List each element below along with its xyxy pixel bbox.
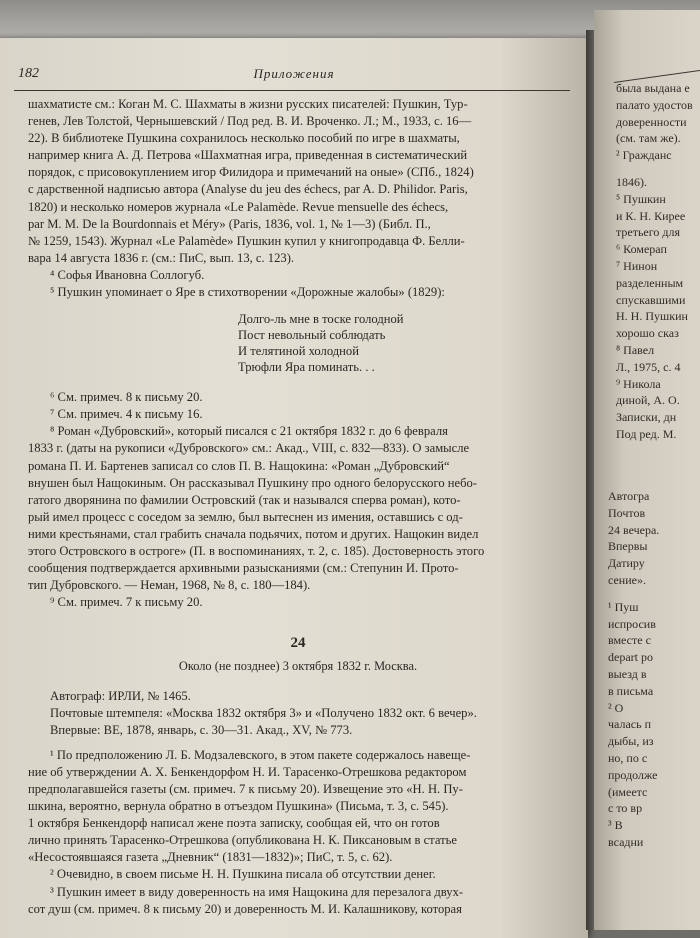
text-line: сообщения подтверждается архивными разысканиями (см.: Степунин И. Прото- [28,561,459,576]
poem-line: Пост невольный соблюдать [238,328,386,343]
text-line: в письма [608,683,654,698]
text-line: ними крестьянами, стал грабить сначала подьячих, потом и других. Нащокин видел [28,526,479,541]
text-line: ⁵ Пушкин [616,191,666,206]
text-line: разделенным [616,275,684,290]
text-line: лично принять Тарасенко-Отрешкова (опубликована Н. К. Пиксановым в статье [28,833,457,848]
text-line: ² Гражданс [616,148,672,163]
text-line: диной, А. О. [616,393,680,408]
text-line: ⁸ Павел [616,342,655,357]
poem-line: Долго-ль мне в тоске голодной [238,312,404,327]
right-page [594,10,700,930]
footnote-9: ⁹ См. примеч. 7 к письму 20. [50,595,203,610]
poem-line: Трюфли Яра поминать. . . [238,360,375,375]
text-line: 1 октября Бенкендорф написал жене поэта записку, сообщая ей, что он готов [28,816,440,831]
spacer [608,589,659,599]
running-head [18,66,570,88]
text-line: генев, Лев Толстой, Чернышевский / Под ред. В. И. Вроченко. Л.; М., 1933, с. 16— [28,114,472,129]
text-line: испросив [608,616,656,631]
text-line: хорошо сказ [616,326,679,341]
text-line: была выдана е [616,81,690,95]
footnote-1: ¹ По предположению Л. Б. Модзалевского, в этом пакете содержалось навеще- [50,747,471,762]
text-line: «Несостоявшаяся газета „Дневник“ (1831—1832)»; ПиС, т. 5, с. 62). [28,850,393,865]
text-line: внушен был Нащокиным. Он рассказывал Пушкину про одного белорусского небо- [28,475,477,490]
text-line: вместе с [608,633,651,648]
text-line: Автогра [608,489,650,503]
text-line: выезд в [608,666,647,681]
text-line: и К. Н. Кирее [616,208,686,223]
left-page [0,38,588,938]
page-number: 182 [18,66,39,81]
text-line: доверенности [616,114,687,129]
text-line: чалась п [608,717,652,732]
source-postmarks: Почтовые штемпеля: «Москва 1832 октября 3» и «Получено 1832 окт. 6 вечер». [50,705,477,720]
letter-number: 24 [290,635,306,652]
text-line: ние об утверждении А. Х. Бенкендорфом Н. И. Тарасенко-Отрешкова редактором [28,764,467,779]
text-line: вара 14 августа 1836 г. (см.: ПиС, вып. 13, с. 123). [28,250,295,265]
text-line: продолже [608,767,658,782]
text-line: рый имел процесс с соседом за землю, был вытеснен из имения, оставшись с од- [28,509,463,524]
text-line: например книга А. Д. Петрова «Шахматная игра, приведенная в систематический [28,148,468,163]
text-line: третьего для [616,225,680,240]
text-line: с дарственной надписью автора (Analyse du jeu des échecs, par A. D. Philidor. Paris, [28,182,468,197]
running-title: Приложения [253,66,335,81]
text-line: сение». [608,572,646,587]
poem-line: И телятиной холодной [238,344,359,359]
text-line: палато удостов [616,97,693,112]
text-line: ² О [608,700,624,715]
text-line: № 1259, 1543). Журнал «Le Palamède» Пушкин купил у книгопродавца Ф. Белли- [28,233,465,248]
text-line: ¹ Пуш [608,599,639,614]
text-line: 1833 г. (даты на рукописи «Дубровского» см.: Акад., VIII, с. 832—833). О замысле [28,441,470,456]
header-rule [14,90,570,91]
footnote-3: ³ Пушкин имеет в виду доверенность на имя Нащокина для перезалога двух- [50,884,464,899]
footnote-6: ⁶ См. примеч. 8 к письму 20. [50,390,203,405]
text-line: Почтов [608,505,646,520]
text-line: 22). В библиотеке Пушкина сохранилось несколько пособий по игре в шахматы, [28,131,460,146]
text-line: ⁷ Нинон [616,258,658,273]
footnote-5: ⁵ Пушкин упоминает о Яре в стихотворении «Дорожные жалобы» (1829): [50,285,445,300]
text-line: (см. там же). [616,131,681,146]
text-line: шахматисте см.: Коган М. С. Шахматы в жизни русских писателей: Пушкин, Тур- [28,97,468,111]
source-autograph: Автограф: ИРЛИ, № 1465. [50,688,191,703]
text-line: 24 вечера. [608,522,660,537]
text-line: ⁹ Никола [616,376,661,391]
text-line: сот душ (см. примеч. 8 к письму 20) и доверенность М. И. Калашникову, которая [28,901,462,916]
letter-heading: Около (не позднее) 3 октября 1832 г. Москва. [178,659,418,674]
right-column-bottom [608,488,659,851]
text-line: Записки, дн [616,410,677,425]
text-line: порядок, с присовокуплением игор Филидора и примечаний на оные» (СПб., 1824) [28,165,474,180]
text-line: depart po [608,650,653,665]
spacer [616,164,693,174]
text-line: 1820) и несколько номеров журнала «Le Palamède. Revue mensuelle des échecs, [28,199,449,214]
text-line: всадни [608,834,644,849]
text-line: с то вр [608,801,643,816]
footnote-8: ⁸ Роман «Дубровский», который писался с 21 октября 1832 г. до 6 февраля [50,424,448,439]
right-column-top [616,80,693,443]
text-line: ⁶ Комерап [616,242,667,257]
footnote-2: ² Очевидно, в своем письме Н. Н. Пушкина писала об отсутствии денег. [50,867,436,882]
text-line: но, по с [608,750,648,765]
text-line: гатого дворянина по фамилии Островский (так и назывался сперва роман), кото- [28,492,461,507]
text-line: тип Дубровского. — Неман, 1968, № 8, с. 180—184). [28,578,311,593]
text-line: предполагавшейся газеты (см. примеч. 7 к письму 20). Извещение это «Н. Н. Пу- [28,782,463,796]
text-line: (имеетс [608,784,648,799]
text-line: дыбы, из [608,734,654,749]
text-line: ³ В [608,818,623,833]
text-line: 1846). [616,174,647,189]
page-body [28,96,568,918]
source-first-published: Впервые: ВЕ, 1878, январь, с. 30—31. Акад., XV, № 773. [50,722,353,737]
text-line: Л., 1975, с. 4 [616,359,681,374]
text-line: этого Островского в остроге» (П. в воспоминаниях, т. 2, с. 185). Достоверность этого [28,543,485,558]
text-line: спускавшими [616,292,686,307]
text-line: шкина, вероятно, вернула обратно в отъездом Пушкина» (Письма, т. 3, с. 545). [28,799,449,814]
footnote-4: ⁴ Софья Ивановна Соллогуб. [50,267,205,282]
text-line: Под ред. М. [616,426,677,441]
poem-quote [238,311,568,375]
text-line: Впервы [608,539,648,554]
text-line: романа П. И. Бартенев записал со слов П. В. Нащокина: «Роман „Дубровский“ [28,458,450,473]
spacer [28,739,568,747]
text-line: par M. M. De la Bourdonnais et Méry» (Paris, 1836, vol. 1, № 1—3) (Библ. П., [28,216,431,231]
footnote-7: ⁷ См. примеч. 4 к письму 16. [50,407,203,422]
text-line: Н. Н. Пушкин [616,309,688,324]
text-line: Датиру [608,556,645,571]
